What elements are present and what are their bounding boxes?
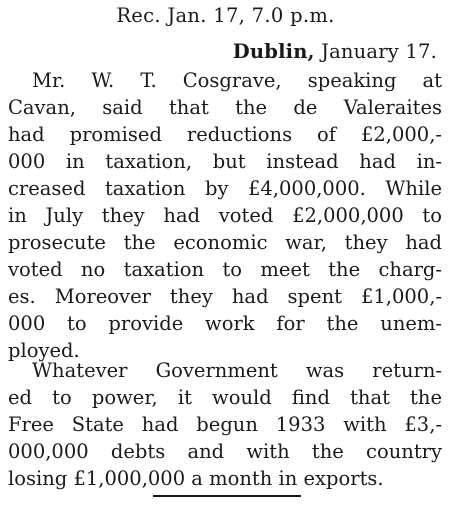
paragraph-line: 000,000 debts and with the country xyxy=(8,440,442,463)
paragraph-line: losing £1,000,000 a month in exports. xyxy=(8,467,384,490)
paragraph-line: voted no taxation to meet the charg- xyxy=(8,258,442,281)
article-paragraph-2 xyxy=(8,357,442,492)
paragraph-line: creased taxation by £4,000,000. While xyxy=(8,177,442,200)
received-timestamp: Rec. Jan. 17, 7.0 p.m. xyxy=(116,4,335,27)
paragraph-line: had promised reductions of £2,000,- xyxy=(8,123,442,146)
dateline-date: January 17. xyxy=(321,40,437,63)
paragraph-line: 000 to provide work for the unem- xyxy=(8,312,442,335)
paragraph-line: es. Moreover they had spent £1,000,- xyxy=(8,285,442,308)
paragraph-line: ployed. xyxy=(8,339,80,362)
paragraph-line: Mr. W. T. Cosgrave, speaking at xyxy=(32,69,442,92)
paragraph-line: 000 in taxation, but instead had in- xyxy=(8,150,442,173)
paragraph-line: ed to power, it would find that the xyxy=(8,386,442,409)
paragraph-line: Whatever Government was return- xyxy=(32,359,442,382)
paragraph-line: in July they had voted £2,000,000 to xyxy=(8,204,442,227)
paragraph-line: Cavan, said that the de Valeraites xyxy=(8,96,442,119)
closing-rule xyxy=(153,495,301,497)
dateline xyxy=(233,40,437,63)
article-paragraph-1 xyxy=(8,67,442,364)
dateline-place: Dublin, xyxy=(232,40,315,63)
paragraph-line: Free State had begun 1933 with £3,- xyxy=(8,413,442,436)
paragraph-line: prosecute the economic war, they had xyxy=(8,231,442,254)
